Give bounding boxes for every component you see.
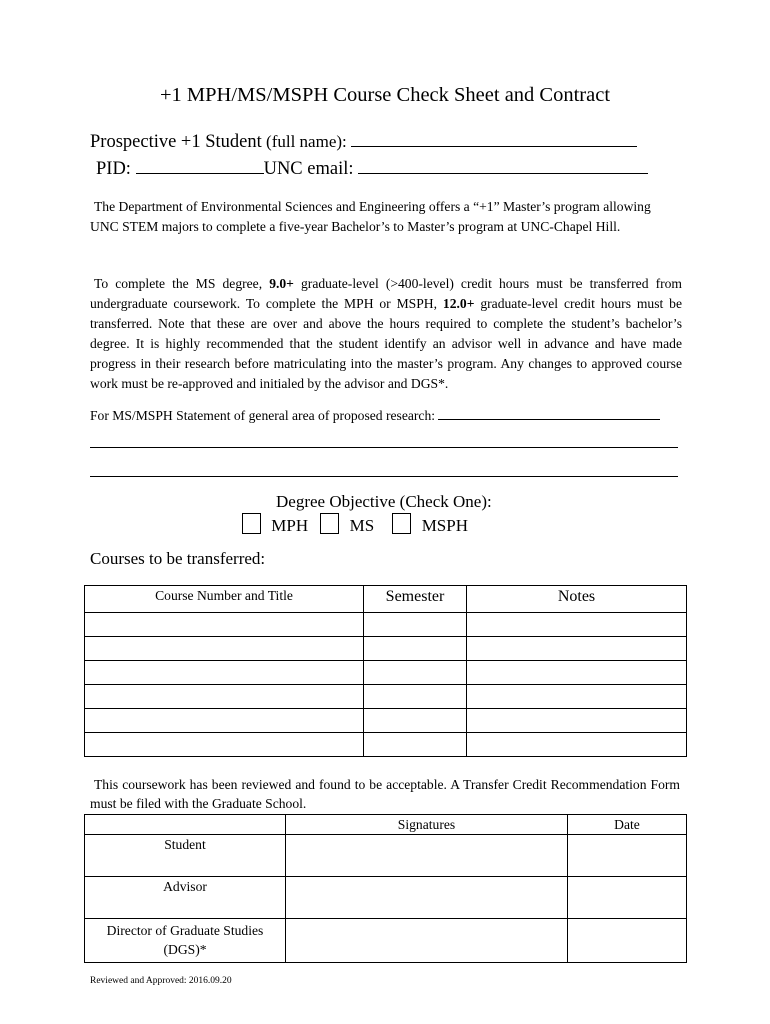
notes-cell[interactable] xyxy=(467,733,687,757)
advisor-role-label: Advisor xyxy=(85,877,286,919)
notes-cell[interactable] xyxy=(467,661,687,685)
research-line-2[interactable] xyxy=(90,447,678,448)
semester-cell[interactable] xyxy=(364,733,467,757)
semester-cell[interactable] xyxy=(364,685,467,709)
table-row xyxy=(85,733,687,757)
signatures-corner-header xyxy=(85,815,286,835)
pid-email-line xyxy=(96,155,648,180)
notes-cell[interactable] xyxy=(467,637,687,661)
document-title: +1 MPH/MS/MSPH Course Check Sheet and Contract xyxy=(159,84,611,106)
ms-hours: 9.0+ xyxy=(269,276,294,291)
review-footer: Reviewed and Approved: 2016.09.20 xyxy=(90,976,232,986)
dgs-date-cell[interactable] xyxy=(568,919,687,963)
semester-cell[interactable] xyxy=(364,661,467,685)
student-signature-cell[interactable] xyxy=(286,835,568,877)
msph-option-label: MSPH xyxy=(421,516,468,535)
course-cell[interactable] xyxy=(85,661,364,685)
courses-header-row xyxy=(85,586,687,613)
courses-heading: Courses to be transferred: xyxy=(90,549,266,568)
degree-objective-label: Degree Objective (Check One): xyxy=(276,492,492,511)
course-cell[interactable] xyxy=(85,613,364,637)
table-row xyxy=(85,637,687,661)
course-cell[interactable] xyxy=(85,637,364,661)
student-date-cell[interactable] xyxy=(568,835,687,877)
notes-cell[interactable] xyxy=(467,685,687,709)
pid-label: PID: xyxy=(96,159,136,179)
semester-cell[interactable] xyxy=(364,613,467,637)
degree-options xyxy=(242,513,468,536)
research-statement-line xyxy=(90,405,660,424)
msph-checkbox[interactable] xyxy=(392,513,411,534)
semester-cell[interactable] xyxy=(364,637,467,661)
semester-header: Semester xyxy=(364,586,467,613)
email-field[interactable] xyxy=(358,155,648,174)
signatures-header-row xyxy=(85,815,687,835)
intro-paragraph: The Department of Environmental Sciences and Engineering offers a “+1” Master’s program allowing UNC STEM majors to complete a five-year Bachelor’s to Master’s program at UNC-Chapel Hill. xyxy=(90,199,651,234)
table-row xyxy=(85,835,687,877)
ms-checkbox[interactable] xyxy=(320,513,339,534)
course-cell[interactable] xyxy=(85,685,364,709)
dgs-signature-cell[interactable] xyxy=(286,919,568,963)
research-statement-field[interactable] xyxy=(438,405,660,420)
review-paragraph: This coursework has been reviewed and found to be acceptable. A Transfer Credit Recommendation Form must be filed with the Graduate School. xyxy=(90,777,680,811)
student-name-line xyxy=(90,128,637,153)
table-row xyxy=(85,685,687,709)
table-row xyxy=(85,919,687,963)
advisor-date-cell[interactable] xyxy=(568,877,687,919)
mph-hours: 12.0+ xyxy=(442,296,475,311)
courses-table xyxy=(84,585,687,757)
course-number-header: Course Number and Title xyxy=(85,586,364,613)
table-row xyxy=(85,877,687,919)
requirements-paragraph xyxy=(90,274,682,394)
course-cell[interactable] xyxy=(85,709,364,733)
student-name-note: (full name): xyxy=(261,132,351,151)
email-label: UNC email: xyxy=(263,159,359,179)
mph-checkbox[interactable] xyxy=(242,513,261,534)
pid-field[interactable] xyxy=(136,155,264,174)
ms-option-label: MS xyxy=(349,516,375,535)
requirements-text-1: To complete the MS degree, xyxy=(94,276,270,291)
semester-cell[interactable] xyxy=(364,709,467,733)
student-role-label: Student xyxy=(85,835,286,877)
student-name-label: Prospective +1 Student xyxy=(90,132,262,152)
course-cell[interactable] xyxy=(85,733,364,757)
research-line-3[interactable] xyxy=(90,476,678,477)
table-row xyxy=(85,709,687,733)
notes-cell[interactable] xyxy=(467,709,687,733)
requirements-text-2: graduate-level (>400-level) credit hours must be transferred from undergraduate coursework. To complete the MPH or MSPH, xyxy=(90,276,682,311)
advisor-signature-cell[interactable] xyxy=(286,877,568,919)
signatures-header: Signatures xyxy=(286,815,568,835)
dgs-role-label: Director of Graduate Studies (DGS)* xyxy=(85,919,286,963)
table-row xyxy=(85,661,687,685)
requirements-text-3: graduate-level credit hours must be transferred. Note that these are over and above the hours required to complete the student’s bachelor’s degree. It is highly recommended that the student identify an advisor well in advance and have made progress in their research before matriculating into the master’s program. Any changes to approved course work must be re-approved and initialed by the advisor and DGS*. xyxy=(90,296,683,391)
mph-option-label: MPH xyxy=(271,516,309,535)
table-row xyxy=(85,613,687,637)
student-name-field[interactable] xyxy=(351,128,637,147)
notes-cell[interactable] xyxy=(467,613,687,637)
date-header: Date xyxy=(568,815,687,835)
notes-header: Notes xyxy=(467,586,687,613)
signatures-table xyxy=(84,814,687,963)
research-statement-label: For MS/MSPH Statement of general area of proposed research: xyxy=(90,408,439,423)
